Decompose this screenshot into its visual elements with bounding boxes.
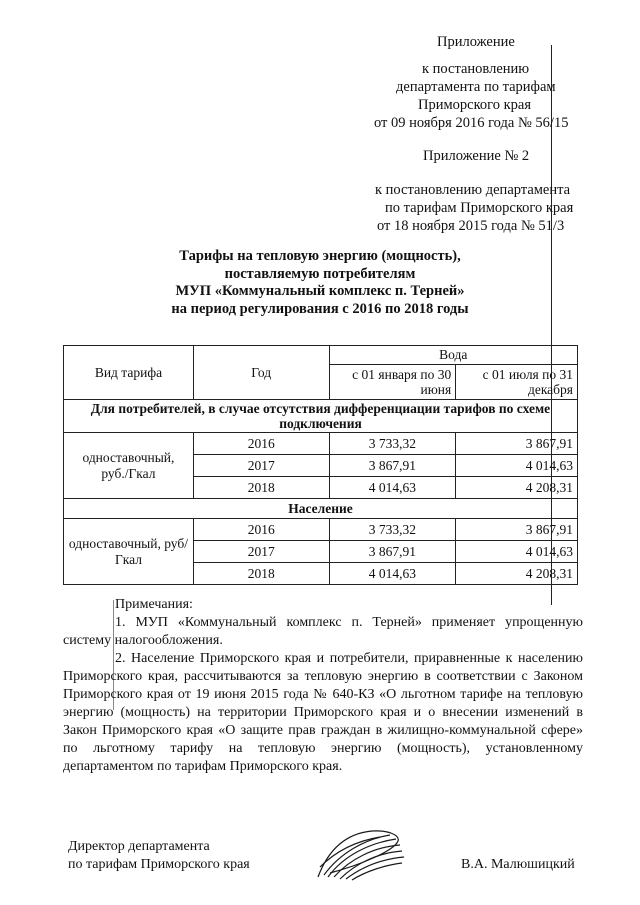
col-header-water: Вода [329,346,577,365]
year-cell: 2017 [193,455,329,477]
appendix-label: Приложение [437,34,515,50]
year-cell: 2016 [193,519,329,541]
resolution-2-line-1: к постановлению департамента [375,182,571,198]
value-cell: 4 208,31 [456,563,578,585]
value-cell: 3 867,91 [456,519,578,541]
resolution-line-3: Приморского края [418,97,532,113]
year-cell: 2018 [193,477,329,499]
tariff-type-cell: одноставочный, руб/Гкал [64,519,194,585]
value-cell: 4 014,63 [456,455,578,477]
section-heading-row [64,400,578,433]
resolution-line-2: департамента по тарифам [396,79,556,95]
tariff-type-cell: одноставочный, руб./Гкал [64,433,194,499]
section-heading-row [64,499,578,519]
appendix-2-label: Приложение № 2 [423,148,530,164]
table-header-row [64,346,578,365]
year-cell: 2016 [193,433,329,455]
value-cell: 3 733,32 [329,519,456,541]
section-heading-population: Население [64,499,578,519]
value-cell: 3 867,91 [329,455,456,477]
value-cell: 3 867,91 [329,541,456,563]
value-cell: 4 208,31 [456,477,578,499]
section-heading-general: Для потребителей, в случае отсутствия дифференциации тарифов по схеме подключения [64,400,578,433]
year-cell: 2017 [193,541,329,563]
year-cell: 2018 [193,563,329,585]
value-cell: 4 014,63 [456,541,578,563]
title-line-4: на период регулирования с 2016 по 2018 годы [171,300,469,317]
title-line-1: Тарифы на тепловую энергию (мощность), [179,248,461,264]
title-line-2: поставляемую потребителям [224,265,416,282]
col-header-period-1: с 01 января по 30 июня [329,365,456,400]
signatory-position-line-1: Директор департамента [68,839,210,854]
resolution-2-line-3: от 18 ноября 2015 года № 51/3 [377,218,565,234]
table-row [64,433,578,455]
note-item-1: 1. МУП «Коммунальный комплекс п. Терней» применяет упрощенную систему налогообложения. [63,615,583,648]
value-cell: 3 867,91 [456,433,578,455]
table-row [64,519,578,541]
resolution-2-line-2: по тарифам Приморского края [385,200,574,216]
handwritten-signature [310,825,410,885]
document-title [0,248,640,318]
col-header-year: Год [193,346,329,400]
col-header-period-2: с 01 июля по 31 декабря [456,365,578,400]
tariff-table [63,345,578,585]
value-cell: 3 733,32 [329,433,456,455]
title-line-3: МУП «Коммунальный комплекс п. Терней» [175,283,465,299]
resolution-line-4: от 09 ноября 2016 года № 56/15 [374,115,569,131]
notes-block [63,596,583,776]
signatory-name: В.А. Малюшицкий [461,857,575,872]
notes-heading: Примечания: [115,597,193,612]
signatory-position-line-2: по тарифам Приморского края [68,857,250,872]
note-item-2: 2. Население Приморского края и потребители, приравненные к населению Приморского края, рассчитываются за тепловую энергию в соответствии с Законом Приморского края от 19 июня 2015 года № 640-КЗ «О льготном тарифе на тепловую энергию (мощность) на территории Приморского края и о внесении изменений в Закон Приморского края «О защите прав граждан в жилищно-коммунальной сфере» по льготному тарифу на тепловую энергию (мощность), установленному департаментом по тарифам Приморского края. [63,651,583,774]
col-header-tariff-type: Вид тарифа [64,346,194,400]
value-cell: 4 014,63 [329,477,456,499]
value-cell: 4 014,63 [329,563,456,585]
resolution-line-1: к постановлению [422,61,530,77]
